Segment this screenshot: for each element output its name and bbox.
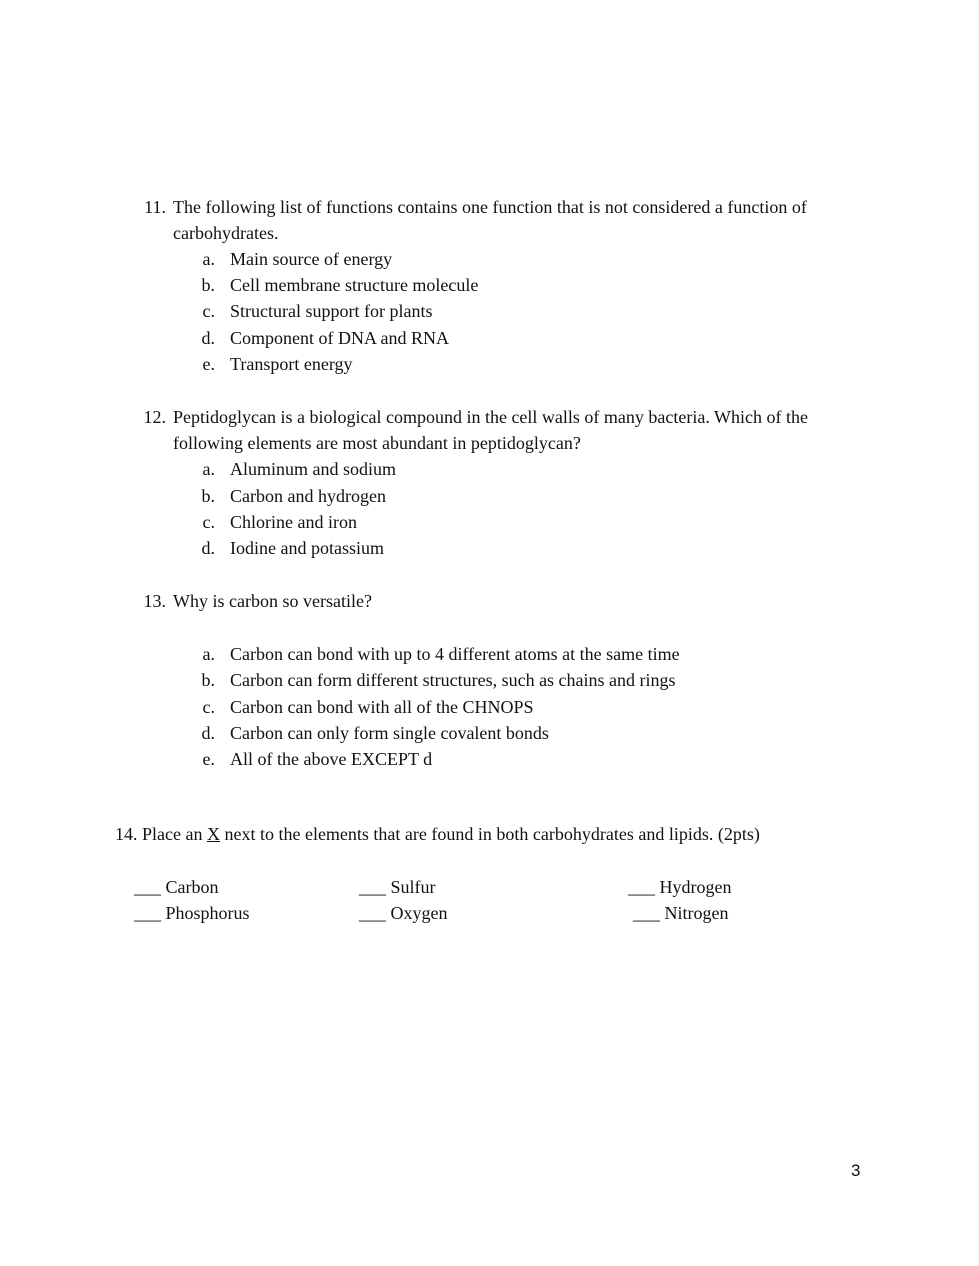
answer-blank[interactable]: ___ — [359, 903, 386, 923]
element-label: Oxygen — [390, 903, 448, 923]
q12-option-d-letter: d. — [201, 538, 215, 558]
q14-choice-sulfur[interactable] — [359, 874, 436, 900]
q13-option-b-letter: b. — [201, 670, 215, 690]
q14-text-after: next to the elements that are found in both carbohydrates and lipids. (2pts) — [224, 824, 760, 844]
q12-text-line2: following elements are most abundant in peptidoglycan? — [173, 433, 581, 453]
q14-text-before: Place an — [142, 824, 203, 844]
q14-number: 14. — [115, 824, 138, 844]
element-label: Carbon — [165, 877, 219, 897]
element-label: Phosphorus — [165, 903, 250, 923]
q11-option-b-text: Cell membrane structure molecule — [230, 275, 479, 295]
q12-option-d-text: Iodine and potassium — [230, 538, 384, 558]
q12-option-a-text: Aluminum and sodium — [230, 459, 396, 479]
q11-option-a-text: Main source of energy — [230, 249, 393, 269]
q11-number: 11. — [144, 197, 166, 217]
q13-option-b-text: Carbon can form different structures, such as chains and rings — [230, 670, 676, 690]
q11-text-line1: The following list of functions contains one function that is not considered a function of — [173, 197, 807, 217]
q13-number: 13. — [143, 591, 166, 611]
q11-option-e-text: Transport energy — [230, 354, 353, 374]
answer-blank[interactable]: ___ — [134, 877, 161, 897]
q12-option-c-text: Chlorine and iron — [230, 512, 357, 532]
q12-option-a-letter: a. — [202, 459, 215, 479]
q13-option-d-text: Carbon can only form single covalent bonds — [230, 723, 549, 743]
q12-option-c-letter: c. — [202, 512, 215, 532]
q13-option-e-letter: e. — [202, 749, 215, 769]
page-number: 3 — [851, 1161, 861, 1180]
q14-choice-phosphorus[interactable] — [134, 900, 250, 926]
answer-blank[interactable]: ___ — [633, 903, 660, 923]
q11-option-c-letter: c. — [202, 301, 215, 321]
answer-blank[interactable]: ___ — [359, 877, 386, 897]
q12-option-b-letter: b. — [201, 486, 215, 506]
q11-option-c-text: Structural support for plants — [230, 301, 433, 321]
q13-option-d-letter: d. — [201, 723, 215, 743]
q13-text: Why is carbon so versatile? — [173, 591, 372, 611]
answer-blank[interactable]: ___ — [628, 877, 655, 897]
q12-text-line1: Peptidoglycan is a biological compound in the cell walls of many bacteria. Which of the — [173, 407, 808, 427]
q11-option-a-letter: a. — [202, 249, 215, 269]
q11-text-line2: carbohydrates. — [173, 223, 279, 243]
element-label: Sulfur — [390, 877, 436, 897]
q14-choice-nitrogen[interactable] — [633, 900, 728, 926]
q13-option-c-text: Carbon can bond with all of the CHNOPS — [230, 697, 534, 717]
q14-choice-carbon[interactable] — [134, 874, 219, 900]
element-label: Hydrogen — [659, 877, 732, 897]
q11-option-e-letter: e. — [202, 354, 215, 374]
q12-option-b-text: Carbon and hydrogen — [230, 486, 386, 506]
answer-blank[interactable]: ___ — [134, 903, 161, 923]
q11-option-d-text: Component of DNA and RNA — [230, 328, 449, 348]
q13-option-a-letter: a. — [202, 644, 215, 664]
q13-option-a-text: Carbon can bond with up to 4 different atoms at the same time — [230, 644, 680, 664]
q11-option-b-letter: b. — [201, 275, 215, 295]
q13-option-c-letter: c. — [202, 697, 215, 717]
q14-choice-oxygen[interactable] — [359, 900, 448, 926]
q11-option-d-letter: d. — [201, 328, 215, 348]
q12-number: 12. — [143, 407, 166, 427]
q14-choice-hydrogen[interactable] — [628, 874, 731, 900]
element-label: Nitrogen — [664, 903, 729, 923]
q14-prompt — [115, 821, 760, 847]
q13-option-e-text: All of the above EXCEPT d — [230, 749, 433, 769]
q14-mark: X — [206, 824, 220, 844]
